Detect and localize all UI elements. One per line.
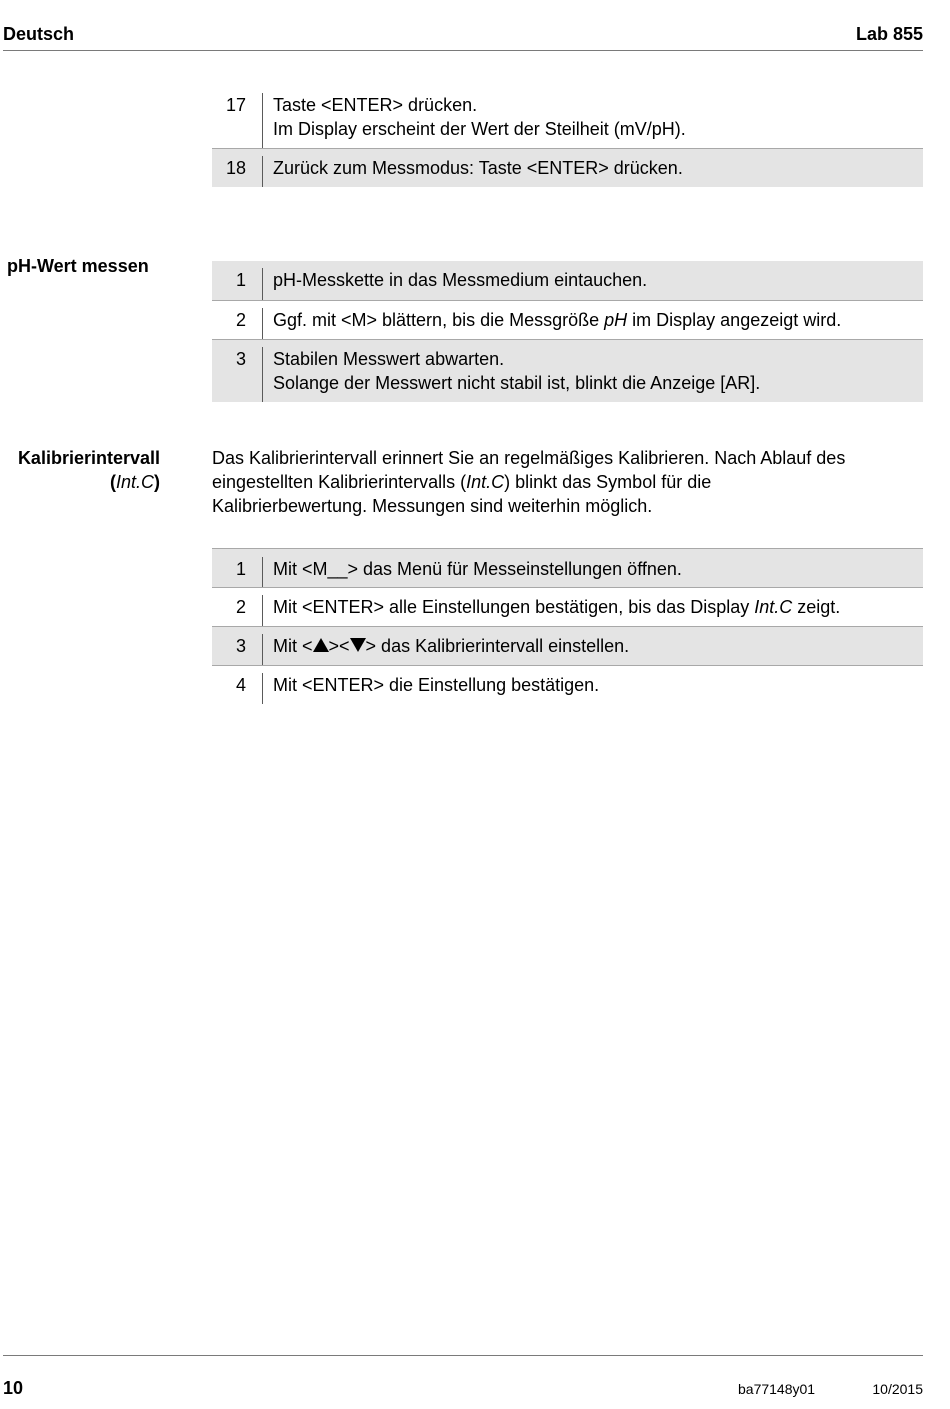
step-number: 3 [212, 347, 263, 402]
arrow-up-icon [313, 638, 329, 652]
step-line: Im Display erscheint der Wert der Steilheit (mV/pH). [273, 119, 686, 139]
section-label-line2 [3, 470, 160, 494]
page-header [3, 24, 923, 51]
step-number: 1 [212, 557, 263, 587]
para-line: Kalibrierbewertung. Messungen sind weiterhin möglich. [212, 496, 653, 516]
step-text [263, 308, 841, 339]
step-ph-1 [212, 261, 923, 300]
para-text: eingestellten Kalibrierintervalls ( [212, 472, 467, 492]
header-language: Deutsch [3, 24, 75, 44]
page-number: 10 [3, 1378, 24, 1398]
section-label-line1: Kalibrierintervall [17, 448, 160, 468]
para-text: ) blinkt das Symbol für die [504, 472, 712, 492]
step-text-pre: Mit < [273, 636, 313, 656]
step-text [263, 347, 760, 402]
para-em: Int.C [466, 472, 505, 492]
step-number: 3 [212, 634, 263, 665]
step-calint-4 [212, 665, 923, 704]
label-em: Int.C [115, 472, 154, 492]
section-label-ph: pH-Wert messen [7, 256, 149, 276]
step-text: Mit <M__> das Menü für Messeinstellungen öffnen. [273, 559, 682, 579]
step-number: 18 [212, 156, 263, 187]
step-calint-1 [212, 548, 923, 587]
section-label-calint [3, 446, 160, 494]
arrow-down-icon [350, 638, 366, 652]
step-text [263, 93, 686, 148]
step-line: Solange der Messwert nicht stabil ist, blinkt die Anzeige [AR]. [273, 373, 761, 393]
calint-description [212, 446, 932, 518]
step-text [263, 595, 840, 626]
step-text-mid: >< [328, 636, 350, 656]
step-number: 4 [212, 673, 263, 704]
step-ph-2 [212, 300, 923, 339]
step-line: Stabilen Messwert abwarten. [273, 349, 505, 369]
step-text-post: zeigt. [792, 597, 841, 617]
para-line [212, 470, 932, 494]
step-calint-2 [212, 587, 923, 626]
step-line: Taste <ENTER> drücken. [273, 95, 478, 115]
step-ph-3 [212, 339, 923, 402]
step-text [263, 634, 629, 665]
label-paren-open: ( [109, 472, 116, 492]
step-calint-3 [212, 626, 923, 665]
step-text-pre: Ggf. mit <M> blättern, bis die Messgröße [273, 310, 605, 330]
para-line: Das Kalibrierintervall erinnert Sie an regelmäßiges Kalibrieren. Nach Ablauf des [212, 448, 846, 468]
header-product: Lab 855 [855, 24, 923, 44]
label-paren-close: ) [154, 472, 160, 492]
footer-rule [3, 1355, 923, 1356]
step-text-em: Int.C [754, 597, 793, 617]
steps-calint [212, 548, 923, 704]
step-number: 2 [212, 308, 263, 339]
step-text-pre: Mit <ENTER> alle Einstellungen bestätigen, bis das Display [273, 597, 755, 617]
step-text: pH-Messkette in das Messmedium eintauchen. [273, 270, 648, 290]
step-text-post: im Display angezeigt wird. [627, 310, 842, 330]
step-number: 1 [212, 268, 263, 300]
step-18 [212, 148, 923, 187]
document-date: 10/2015 [872, 1381, 923, 1397]
step-text: Mit <ENTER> die Einstellung bestätigen. [273, 675, 600, 695]
step-text-post: > das Kalibrierintervall einstellen. [365, 636, 630, 656]
document-id: ba77148y01 [738, 1381, 816, 1397]
steps-ph [212, 261, 923, 402]
step-text-em: pH [604, 310, 628, 330]
step-text: Zurück zum Messmodus: Taste <ENTER> drücken. [273, 158, 683, 178]
step-number: 2 [212, 595, 263, 626]
step-17 [212, 86, 923, 148]
steps-continued [212, 86, 923, 187]
step-number: 17 [212, 93, 263, 148]
